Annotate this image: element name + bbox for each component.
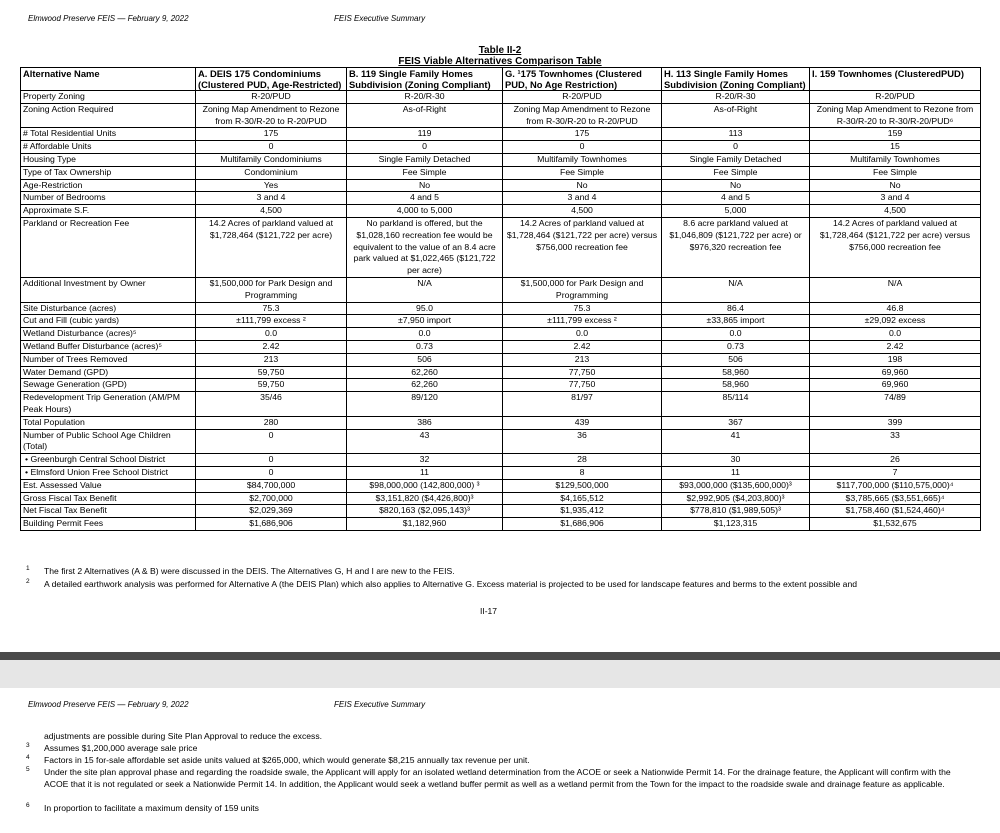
table-cell: 32	[347, 454, 503, 467]
table-cell: 95.0	[347, 302, 503, 315]
table-row	[21, 328, 981, 341]
table-cell: 59,750	[196, 379, 347, 392]
document-page-2	[0, 688, 1000, 833]
table-cell: $98,000,000 (142,800,000) ³	[347, 479, 503, 492]
row-label: Type of Tax Ownership	[21, 166, 196, 179]
col-header-alt-a: A. DEIS 175 Condominiums (Clustered PUD, Age-Restricted)	[196, 68, 347, 91]
table-cell: 506	[347, 353, 503, 366]
table-cell: As-of-Right	[662, 103, 810, 128]
table-cell: 399	[810, 416, 981, 429]
table-cell: 14.2 Acres of parkland valued at $1,728,464 ($121,722 per acre) versus $756,000 recreation fee	[503, 217, 662, 277]
table-cell: 43	[347, 429, 503, 454]
table-cell: 0	[196, 466, 347, 479]
table-cell: 69,960	[810, 379, 981, 392]
table-cell: Fee Simple	[662, 166, 810, 179]
table-cell: 30	[662, 454, 810, 467]
table-cell: 159	[810, 128, 981, 141]
table-row	[21, 192, 981, 205]
table-cell: 59,750	[196, 366, 347, 379]
table-cell: 46.8	[810, 302, 981, 315]
table-row	[21, 205, 981, 218]
table-cell: ±111,799 excess ²	[503, 315, 662, 328]
table-cell: 26	[810, 454, 981, 467]
table-cell: 2.42	[196, 340, 347, 353]
table-cell: 213	[196, 353, 347, 366]
row-label: Cut and Fill (cubic yards)	[21, 315, 196, 328]
table-cell: 4 and 5	[662, 192, 810, 205]
table-row	[21, 379, 981, 392]
table-row	[21, 340, 981, 353]
table-body	[21, 91, 981, 531]
table-cell: Single Family Detached	[662, 153, 810, 166]
row-label: Number of Public School Age Children (Total)	[21, 429, 196, 454]
col-header-alt-b: B. 119 Single Family Homes Subdivision (Zoning Compliant)	[347, 68, 503, 91]
table-cell: Multifamily Townhomes	[810, 153, 981, 166]
table-cell: 36	[503, 429, 662, 454]
footnote-2-continuation: adjustments are possible during Site Plan Approval to reduce the excess.	[44, 731, 323, 741]
table-row	[21, 416, 981, 429]
col-header-alt-i: I. 159 Townhomes (ClusteredPUD)	[810, 68, 981, 91]
table-cell: As-of-Right	[347, 103, 503, 128]
table-cell: No	[503, 179, 662, 192]
table-row	[21, 91, 981, 104]
footnote-5-text: Under the site plan approval phase and regarding the roadside swale, the Applicant will apply for an isolated wetland determination from the ACOE or seek a Nationwide Permit 14. For the drainage feature, the Applicant will confirm with the ACOE that it is not regulated or seek a Nationwide Permit 14. In addition, the Applicant would seek a wetland buffer permit as well as a wetland permit from the Town for the impact to the roadside swale and drainage feature as applicable.	[44, 767, 951, 789]
table-row	[21, 392, 981, 417]
table-row	[21, 505, 981, 518]
table-cell: 4 and 5	[347, 192, 503, 205]
table-row	[21, 454, 981, 467]
table-number: Table II-2	[478, 45, 522, 56]
table-cell: Multifamily Townhomes	[503, 153, 662, 166]
footnote-3-number: 3	[26, 742, 30, 749]
row-label: Sewage Generation (GPD)	[21, 379, 196, 392]
table-row	[21, 492, 981, 505]
table-cell: N/A	[347, 277, 503, 302]
col-header-alternative-name: Alternative Name	[21, 68, 196, 91]
table-cell: 8.6 acre parkland valued at $1,046,809 ($121,722 per acre) or $976,320 recreation fee	[662, 217, 810, 277]
table-cell: ±7,950 import	[347, 315, 503, 328]
table-cell: No	[662, 179, 810, 192]
table-row	[21, 217, 981, 277]
table-cell: Multifamily Condominiums	[196, 153, 347, 166]
table-cell: 0	[347, 141, 503, 154]
table-cell: 2.42	[503, 340, 662, 353]
table-row	[21, 277, 981, 302]
table-cell: R-20/PUD	[810, 91, 981, 104]
table-cell: 0.0	[347, 328, 503, 341]
table-cell: $1,686,906	[503, 518, 662, 531]
table-cell: 175	[503, 128, 662, 141]
table-cell: 386	[347, 416, 503, 429]
table-cell: 0.0	[662, 328, 810, 341]
table-cell: R-20/PUD	[503, 91, 662, 104]
row-label: Number of Bedrooms	[21, 192, 196, 205]
footnote-2-text: A detailed earthwork analysis was performed for Alternative A (the DEIS Plan) which also applies to Alternative G. Excess material is projected to be used for landscape features and berms to the extent possible and	[44, 579, 858, 589]
table-cell: R-20/R-30	[662, 91, 810, 104]
table-cell: R-20/R-30	[347, 91, 503, 104]
table-cell: 213	[503, 353, 662, 366]
table-title: FEIS Viable Alternatives Comparison Table	[398, 56, 602, 67]
row-label: Number of Trees Removed	[21, 353, 196, 366]
table-cell: 85/114	[662, 392, 810, 417]
table-cell: $1,935,412	[503, 505, 662, 518]
footnote-4-number: 4	[26, 754, 30, 761]
table-cell: 506	[662, 353, 810, 366]
table-cell: $3,785,665 ($3,551,665)⁴	[810, 492, 981, 505]
footnote-1-text: The first 2 Alternatives (A & B) were discussed in the DEIS. The Alternatives G, H and I are new to the FEIS.	[44, 566, 455, 576]
table-cell: 11	[347, 466, 503, 479]
table-cell: $778,810 ($1,989,505)³	[662, 505, 810, 518]
table-cell: Zoning Map Amendment to Rezone from R-30/R-20 to R-20/PUD	[196, 103, 347, 128]
table-cell: $1,500,000 for Park Design and Programming	[196, 277, 347, 302]
table-cell: 28	[503, 454, 662, 467]
table-cell: 3 and 4	[196, 192, 347, 205]
row-label: Site Disturbance (acres)	[21, 302, 196, 315]
table-cell: 175	[196, 128, 347, 141]
table-cell: 14.2 Acres of parkland valued at $1,728,464 ($121,722 per acre) versus $756,000 recreation fee	[810, 217, 981, 277]
table-cell: 3 and 4	[503, 192, 662, 205]
table-cell: Condominium	[196, 166, 347, 179]
table-cell: ±29,092 excess	[810, 315, 981, 328]
row-label: Est. Assessed Value	[21, 479, 196, 492]
table-cell: 367	[662, 416, 810, 429]
table-cell: $1,182,960	[347, 518, 503, 531]
table-row	[21, 429, 981, 454]
footnote-6-text: In proportion to facilitate a maximum density of 159 units	[44, 803, 259, 813]
table-row	[21, 315, 981, 328]
row-label: Wetland Disturbance (acres)⁵	[21, 328, 196, 341]
table-cell: $93,000,000 ($135,600,000)³	[662, 479, 810, 492]
row-label: Redevelopment Trip Generation (AM/PM Peak Hours)	[21, 392, 196, 417]
row-label: Zoning Action Required	[21, 103, 196, 128]
table-row	[21, 128, 981, 141]
table-cell: 89/120	[347, 392, 503, 417]
table-row	[21, 302, 981, 315]
table-cell: $1,123,315	[662, 518, 810, 531]
table-cell: $2,992,905 ($4,203,800)³	[662, 492, 810, 505]
table-cell: 0.73	[662, 340, 810, 353]
table-cell: Fee Simple	[347, 166, 503, 179]
table-cell: 0	[662, 141, 810, 154]
row-label: Total Population	[21, 416, 196, 429]
row-label: # Total Residential Units	[21, 128, 196, 141]
table-cell: 7	[810, 466, 981, 479]
table-cell: R-20/PUD	[196, 91, 347, 104]
running-header-center-p2: FEIS Executive Summary	[334, 700, 426, 709]
table-cell: ±111,799 excess ²	[196, 315, 347, 328]
table-cell: $84,700,000	[196, 479, 347, 492]
table-cell: 58,960	[662, 366, 810, 379]
table-cell: Fee Simple	[503, 166, 662, 179]
table-cell: 0	[503, 141, 662, 154]
table-row	[21, 479, 981, 492]
table-cell: 0.0	[503, 328, 662, 341]
table-cell: 0	[196, 454, 347, 467]
page-separator	[0, 652, 1000, 688]
table-cell: $4,165,512	[503, 492, 662, 505]
table-cell: 35/46	[196, 392, 347, 417]
footnote-3-text: Assumes $1,200,000 average sale price	[44, 743, 198, 753]
table-cell: 11	[662, 466, 810, 479]
table-cell: $1,758,460 ($1,524,460)⁴	[810, 505, 981, 518]
footnote-2-number: 2	[26, 578, 30, 585]
table-cell: 69,960	[810, 366, 981, 379]
table-cell: $1,500,000 for Park Design and Programming	[503, 277, 662, 302]
table-cell: Single Family Detached	[347, 153, 503, 166]
table-cell: 0.73	[347, 340, 503, 353]
table-cell: 2.42	[810, 340, 981, 353]
table-cell: Zoning Map Amendment to Rezone from R-30/R-20 to R-30/R-20/PUD⁶	[810, 103, 981, 128]
table-cell: 4,000 to 5,000	[347, 205, 503, 218]
table-cell: 5,000	[662, 205, 810, 218]
running-header-center: FEIS Executive Summary	[334, 14, 426, 23]
table-cell: No	[347, 179, 503, 192]
table-cell: 75.3	[503, 302, 662, 315]
table-cell: $117,700,000 ($110,575,000)⁴	[810, 479, 981, 492]
table-cell: N/A	[810, 277, 981, 302]
table-row	[21, 103, 981, 128]
table-cell: 113	[662, 128, 810, 141]
row-label: Additional Investment by Owner	[21, 277, 196, 302]
table-cell: $2,700,000	[196, 492, 347, 505]
row-label: Wetland Buffer Disturbance (acres)⁵	[21, 340, 196, 353]
table-cell: 14.2 Acres of parkland valued at $1,728,464 ($121,722 per acre)	[196, 217, 347, 277]
table-header-row	[21, 68, 981, 91]
table-cell: 0	[196, 429, 347, 454]
row-label: • Greenburgh Central School District	[21, 454, 196, 467]
row-label: Water Demand (GPD)	[21, 366, 196, 379]
table-cell: 81/97	[503, 392, 662, 417]
alternatives-comparison-table	[20, 67, 981, 531]
table-row	[21, 518, 981, 531]
table-row	[21, 166, 981, 179]
table-cell: 77,750	[503, 379, 662, 392]
table-cell: $1,532,675	[810, 518, 981, 531]
table-cell: 62,260	[347, 366, 503, 379]
table-cell: 62,260	[347, 379, 503, 392]
table-row	[21, 141, 981, 154]
table-cell: 33	[810, 429, 981, 454]
row-label: # Affordable Units	[21, 141, 196, 154]
table-cell: Fee Simple	[810, 166, 981, 179]
table-cell: Zoning Map Amendment to Rezone from R-30/R-20 to R-20/PUD	[503, 103, 662, 128]
table-row	[21, 153, 981, 166]
footnote-1-number: 1	[26, 565, 30, 572]
row-label: Approximate S.F.	[21, 205, 196, 218]
table-cell: 4,500	[196, 205, 347, 218]
table-cell: 15	[810, 141, 981, 154]
row-label: Parkland or Recreation Fee	[21, 217, 196, 277]
table-cell: $2,029,369	[196, 505, 347, 518]
table-cell: 74/89	[810, 392, 981, 417]
footnote-6-number: 6	[26, 802, 30, 809]
table-cell: 3 and 4	[810, 192, 981, 205]
footnote-5-number: 5	[26, 766, 30, 773]
table-cell: No	[810, 179, 981, 192]
row-label: Property Zoning	[21, 91, 196, 104]
row-label: Housing Type	[21, 153, 196, 166]
table-cell: Yes	[196, 179, 347, 192]
table-cell: $1,686,906	[196, 518, 347, 531]
table-cell: 58,960	[662, 379, 810, 392]
table-heading	[0, 45, 1000, 67]
running-header-left-p2: Elmwood Preserve FEIS — February 9, 2022	[28, 700, 189, 709]
table-row	[21, 353, 981, 366]
table-cell: 77,750	[503, 366, 662, 379]
table-cell: 0	[196, 141, 347, 154]
table-cell: No parkland is offered, but the $1,028,160 recreation fee would be equivalent to the value of an 8.4 acre park valued at $1,022,465 ($121,722 per acre)	[347, 217, 503, 277]
row-label: Building Permit Fees	[21, 518, 196, 531]
row-label: • Elmsford Union Free School District	[21, 466, 196, 479]
table-cell: 8	[503, 466, 662, 479]
table-cell: 4,500	[503, 205, 662, 218]
table-row	[21, 366, 981, 379]
table-cell: 0.0	[810, 328, 981, 341]
table-cell: 86.4	[662, 302, 810, 315]
row-label: Net Fiscal Tax Benefit	[21, 505, 196, 518]
row-label: Gross Fiscal Tax Benefit	[21, 492, 196, 505]
table-cell: ±33,865 import	[662, 315, 810, 328]
table-cell: N/A	[662, 277, 810, 302]
table-cell: 41	[662, 429, 810, 454]
row-label: Age-Restriction	[21, 179, 196, 192]
col-header-alt-h: H. 113 Single Family Homes Subdivision (Zoning Compliant)	[662, 68, 810, 91]
table-row	[21, 179, 981, 192]
table-cell: 75.3	[196, 302, 347, 315]
table-cell: 119	[347, 128, 503, 141]
page-number: II-17	[480, 606, 498, 616]
table-cell: 280	[196, 416, 347, 429]
running-header-left: Elmwood Preserve FEIS — February 9, 2022	[28, 14, 189, 23]
table-cell: 4,500	[810, 205, 981, 218]
table-row	[21, 466, 981, 479]
footnote-4-text: Factors in 15 for-sale affordable set aside units valued at $265,000, which would generate $8,215 annually tax revenue per unit.	[44, 755, 530, 765]
table-cell: $820,163 ($2,095,143)³	[347, 505, 503, 518]
table-cell: $3,151,820 ($4,426,800)³	[347, 492, 503, 505]
table-cell: 439	[503, 416, 662, 429]
table-cell: $129,500,000	[503, 479, 662, 492]
col-header-alt-g: G. ¹175 Townhomes (Clustered PUD, No Age Restriction)	[503, 68, 662, 91]
table-cell: 198	[810, 353, 981, 366]
table-cell: 0.0	[196, 328, 347, 341]
